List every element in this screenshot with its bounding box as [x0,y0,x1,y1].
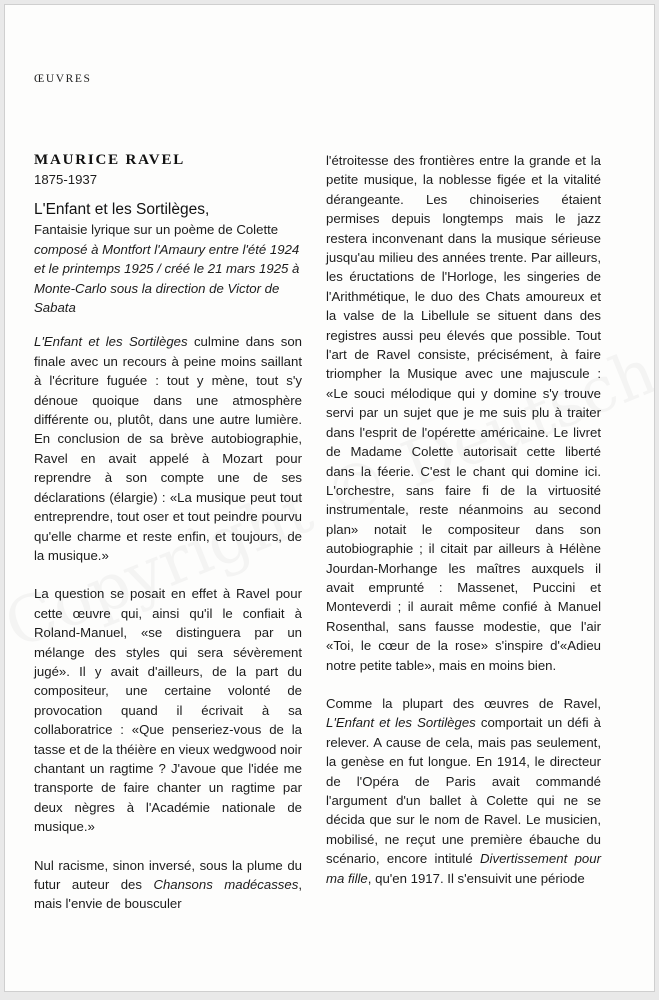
paragraph-1 [34,332,302,565]
paragraph-3-continued [326,151,601,675]
right-column [326,151,601,888]
paragraph-3-text-a: Nul racisme, sinon inversé, sous la plume du futur auteur des [34,857,302,892]
paragraph-4-text-c: , qu'en 1917. Il s'ensuivit une période [367,870,585,886]
left-column [34,151,302,914]
paragraph-3 [34,856,302,914]
work-composition-info: composé à Montfort l'Amaury entre l'été 1924 et le printemps 1925 / créé le 21 mars 1925 à Monte-Carlo sous la direction de Victor de Sabata [34,241,300,316]
paragraph-4 [326,694,601,888]
paragraph-1-text: culmine dans son finale avec un recours à peine moins saillant à l'écriture fuguée : tout y mène, tout s'y dénoue quoique dans une atmosphère différente ou, plutôt, dans une autre lumière. En conclusion de sa brève autobiographie, Ravel en avait appelé à Mozart pour reprendre à son compte une de ses déclarations (élargie) : «La musique peut tout entreprendre, tout oser et tout peindre pourvu qu'elle charme et reste enfin, et toujours, de la musique.» [34,334,303,563]
work-title-italic: L'Enfant et les Sortilèges [34,334,188,350]
paragraph-3-text-b: l'étroitesse des frontières entre la grande et la petite musique, la noblesse figée et la vitalité dérangeante. Les chinoiseries étaient permises depuis longtemps mais le jazz restera inconvenant dans la musique sérieuse jusqu'au milieu des années trente. Par ailleurs, les éructations de l'Horloge, les singeries de l'Arithmétique, le duo des Chats amoureux et la valse de la Libellule se situent dans des registres aussi peu élevés que possible. Tout l'art de Ravel consiste, précisément, à faire triompher la Musique avec une majuscule : «Le souci mélodique qui y domine s'y trouve servi par un sujet que je me suis plu à traiter dans l'esprit de l'opérette américaine. Le livret de Madame Colette autorisait cette liberté dans la féerie. C'est le chant qui domine ici. L'orchestre, sans faire fi de la virtuosité instrumentale, reste néanmoins au second plan» notait le compositeur dans son autobiographie ; il citait par ailleurs à Hélène Jourdan-Morhange les maîtres auxquels il avait emprunté : Massenet, Puccini et Monteverdi ; il aurait même confié à Manuel Rosenthal, sans fausse modestie, que l'air «Toi, le cœur de la rose» s'inspire d'«Adieu notre petite table», mais en moins bien. [326,153,601,673]
document-page [4,4,655,992]
work-title: L'Enfant et les Sortilèges, [34,201,210,219]
chansons-title-italic: Chansons madécasses [153,877,299,892]
divertissement-title-italic: Divertissement pour ma fille [326,851,601,886]
paragraph-4-text-a: Comme la plupart des œuvres de Ravel, [326,695,601,711]
section-label: ŒUVRES [34,73,92,85]
paragraph-4-text-b: comportait un défi à relever. A cause de cela, mais pas seulement, la genèse en fut longue. En 1914, le directeur de l'Opéra de Paris avait commandé l'argument d'un ballet à Colette qui ne se décida que sur le nom de Ravel. Le musicien, mobilisé, ne reçut une première ébauche du scénario, encore intitulé [326,715,601,867]
paragraph-3-text-b-start: , mais l'envie de bousculer [34,877,302,912]
paragraph-2: La question se posait en effet à Ravel pour cette œuvre qui, ainsi qu'il le confiait à Roland-Manuel, «se distinguera par un mélange des styles qui sera sévèrement jugé». Il y avait d'ailleurs, de la part du compositeur, une certaine volonté de provocation quand il écrivait à sa collaboratrice : «Que penseriez-vous de la tasse et de la théière en vieux wedgwood noir chantant un ragtime ? J'avoue que l'idée me transporte de faire chanter un ragtime par deux nègres à l'Académie nationale de musique.» [34,586,302,835]
composer-dates: 1875-1937 [34,172,98,187]
composer-name: MAURICE RAVEL [34,152,186,168]
work-title-italic-2: L'Enfant et les Sortilèges [326,715,476,731]
work-subtitle: Fantaisie lyrique sur un poème de Colette [34,222,279,238]
